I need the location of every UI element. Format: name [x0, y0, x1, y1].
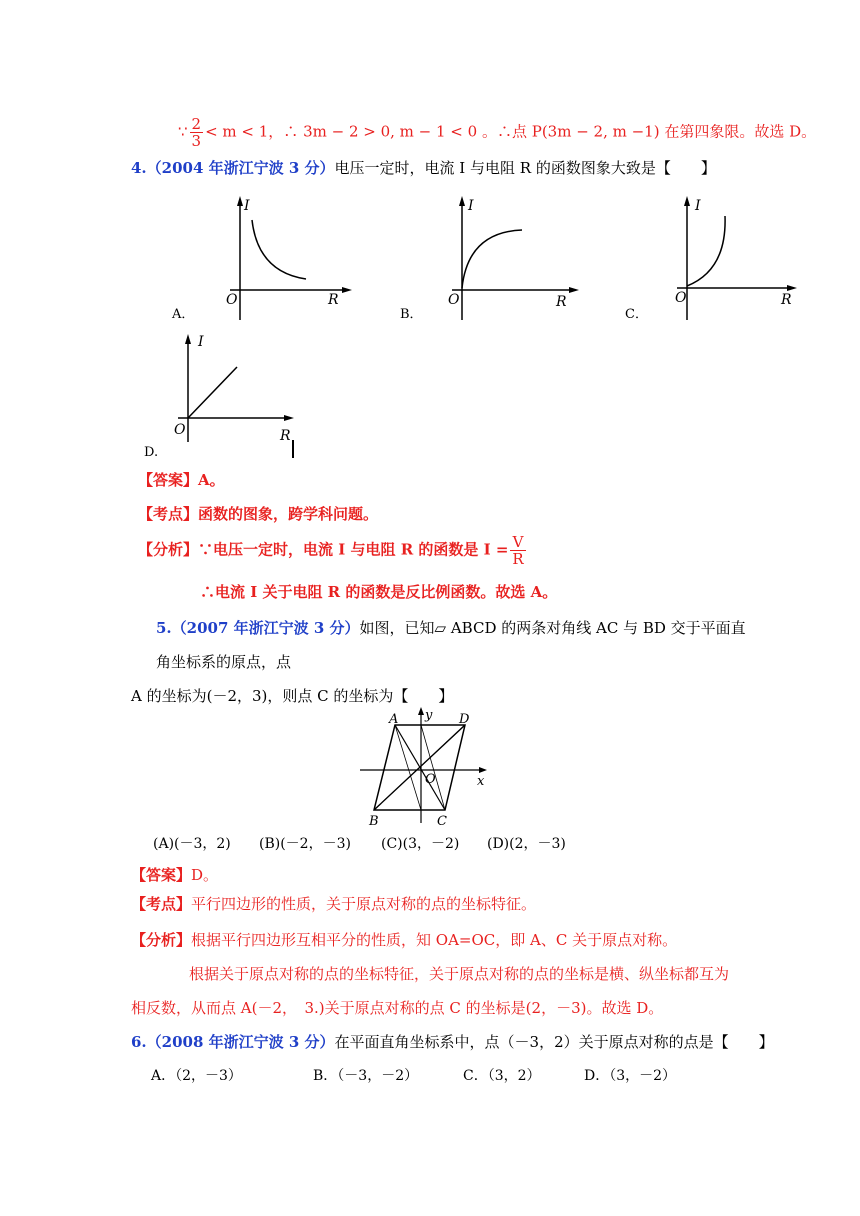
fraction-two-thirds: $\frac{2}{3}$: [191, 115, 202, 150]
top-solution-line: [178, 116, 816, 149]
vertex-c-label: C: [437, 814, 447, 829]
q6-option-d: D．（3，－2）: [584, 1068, 677, 1084]
answer-tag: 【答案】: [131, 866, 192, 884]
graph-a: [160, 190, 360, 330]
q4-analysis-1: [138, 534, 528, 567]
y-axis-label: I: [198, 334, 204, 350]
point-tag: 【考点】: [138, 505, 199, 523]
origin-label: O: [174, 422, 186, 438]
question-text: 在平面直角坐标系中，点（－3，2）关于原点对称的点是【 】: [334, 1033, 774, 1051]
question-number: 5.: [156, 619, 172, 637]
y-axis-label: I: [695, 198, 701, 214]
vertex-a-label: A: [389, 712, 399, 727]
x-axis-label: R: [781, 292, 792, 308]
option-label: D.: [144, 445, 159, 460]
graph-d: [140, 330, 310, 460]
question-source: （2008 年浙江宁波 3 分）: [146, 1033, 335, 1051]
q6-option-c: C．（3，2）: [463, 1068, 541, 1084]
question-4-stem: [131, 158, 716, 178]
option-label: A．: [172, 307, 195, 322]
question-source: （2004 年浙江宁波 3 分）: [146, 159, 335, 177]
q4-analysis-2: ∴电流 I 关于电阻 R 的函数是反比例函数。故选 A。: [200, 583, 558, 601]
q6-option-b: B．（－3，－2）: [313, 1068, 419, 1084]
q5-answer: [131, 865, 218, 885]
graph-c: [615, 190, 815, 330]
q5-analysis-3: 相反数，从而点 A(－2， 3.)关于原点对称的点 C 的坐标是(2，－3)。故选 D。: [131, 999, 664, 1017]
answer-value: A。: [198, 471, 225, 489]
q5-option-a: (A)(－3，2): [153, 836, 231, 852]
origin-label: O: [226, 292, 238, 308]
origin-label: O: [675, 290, 687, 306]
q4-answer: [138, 470, 225, 490]
question-source: （2007 年浙江宁波 3 分）: [171, 619, 360, 637]
question-6-stem: [131, 1032, 774, 1052]
fraction-v-over-r: $\frac{V}{R}$: [512, 533, 524, 568]
question-5-stem-line2: 角坐标系的原点，点: [156, 653, 292, 671]
q6-option-a: A．（2，－3）: [151, 1068, 242, 1084]
question-text: 如图，已知▱ ABCD 的两条对角线 AC 与 BD 交于平面直: [359, 619, 746, 637]
x-axis-label: x: [477, 774, 485, 789]
vertex-d-label: D: [459, 712, 470, 727]
graph-b: [390, 190, 590, 330]
question-5-stem-line3: A 的坐标为(－2，3)，则点 C 的坐标为【 】: [131, 687, 454, 705]
question-5-stem-line1: [156, 618, 746, 638]
q4-point: [138, 504, 378, 524]
analysis-tag: 【分析】: [131, 931, 192, 949]
question-number: 4.: [131, 159, 147, 177]
question-number: 6.: [131, 1033, 147, 1051]
origin-label: O: [425, 772, 436, 787]
x-axis-label: R: [280, 428, 291, 444]
option-label: C．: [625, 307, 648, 322]
top-solution-text: < m < 1，∴ 3m − 2 > 0, m − 1 < 0 。∴点 P(3m − 2, m −1) 在第四象限。故选 D。: [205, 122, 817, 141]
q5-option-c: (C)(3，－2): [381, 836, 460, 852]
q5-analysis-2: 根据关于原点对称的点的坐标特征，关于原点对称的点的坐标是横、纵坐标都互为: [189, 965, 730, 983]
analysis-tag: 【分析】: [138, 540, 199, 559]
y-axis-label: I: [244, 198, 250, 214]
analysis-text: ∵电压一定时，电流 I 与电阻 R 的函数是 I =: [198, 540, 509, 559]
analysis-text: 根据平行四边形互相平分的性质，知 OA=OC，即 A、C 关于原点对称。: [191, 931, 678, 949]
x-axis-label: R: [556, 294, 567, 310]
q5-option-b: (B)(－2，－3): [259, 836, 351, 852]
answer-value: D。: [191, 866, 219, 884]
y-axis-label: y: [425, 708, 433, 723]
origin-label: O: [448, 292, 460, 308]
point-tag: 【考点】: [131, 895, 192, 913]
q5-analysis-1: [131, 930, 677, 950]
x-axis-label: R: [328, 292, 339, 308]
point-text: 函数的图象，跨学科问题。: [198, 505, 379, 523]
q5-point: [131, 894, 536, 914]
question-text: 电压一定时，电流 I 与电阻 R 的函数图象大致是【 】: [334, 159, 716, 177]
option-label: B．: [400, 307, 423, 322]
because-symbol: ∵: [178, 122, 188, 141]
answer-tag: 【答案】: [138, 471, 199, 489]
y-axis-label: I: [468, 198, 474, 214]
point-text: 平行四边形的性质，关于原点对称的点的坐标特征。: [191, 895, 537, 913]
q5-option-d: (D)(2，－3): [487, 836, 566, 852]
parallelogram-figure: [355, 705, 505, 830]
vertex-b-label: B: [369, 814, 379, 829]
